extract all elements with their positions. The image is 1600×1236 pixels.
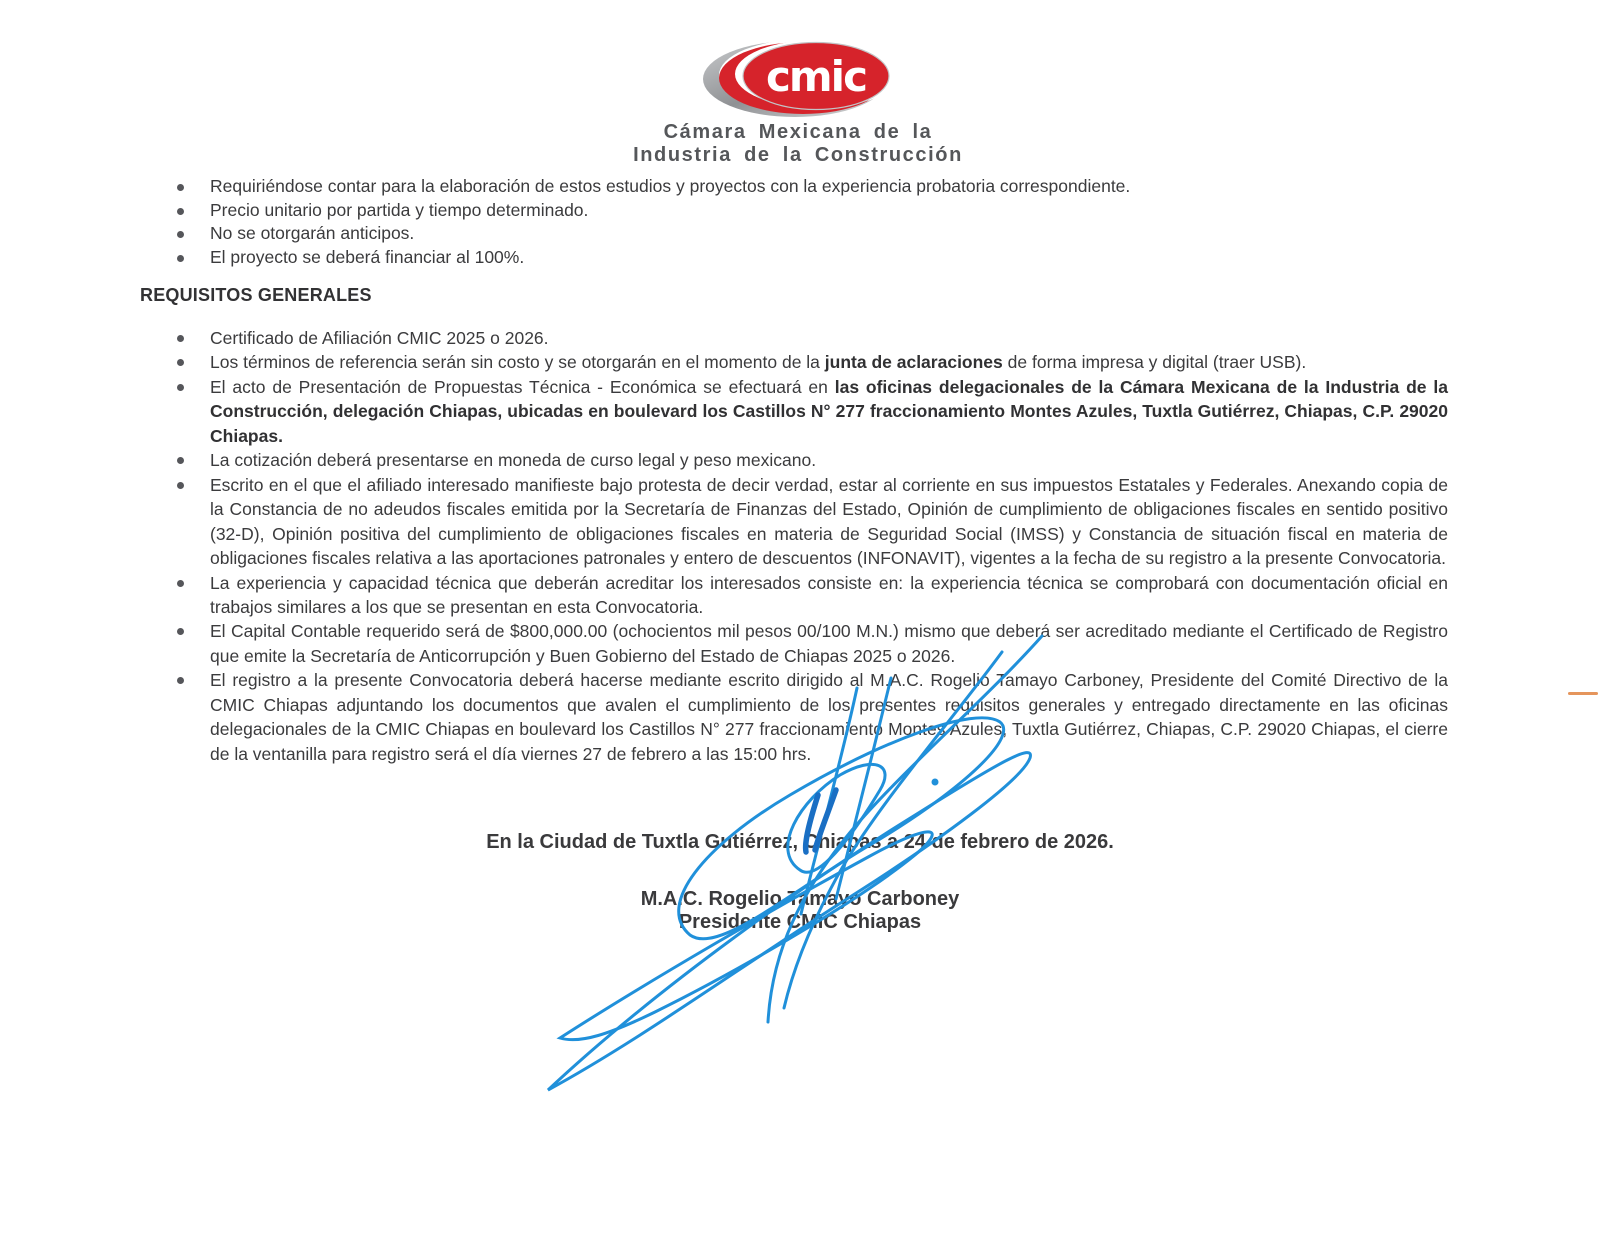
- list-item: [140, 668, 1448, 766]
- cmic-acronym: cmic: [766, 52, 866, 101]
- org-wordmark: [0, 121, 1596, 167]
- bullet-text-bold-run: junta de aclaraciones: [824, 352, 1003, 373]
- bullet-text-run: Requiriéndose contar para la elaboración de estos estudios y proyectos con la experiencia probatoria correspondiente.: [210, 176, 1131, 196]
- bullet-text-run: Los términos de referencia serán sin costo y se otorgarán en el momento de la: [210, 352, 825, 373]
- org-name-line2: Industria de la Construcción: [633, 144, 963, 166]
- bullet-text-run: de forma impresa y digital (traer USB).: [1002, 352, 1307, 373]
- intro-bullet-list: [140, 175, 1448, 269]
- list-item: [140, 326, 1448, 350]
- margin-mark: [1568, 692, 1598, 695]
- signatory-block: [0, 888, 1600, 933]
- list-item: [140, 619, 1448, 668]
- bullet-text-run: El proyecto se deberá financiar al 100%.: [210, 246, 525, 267]
- bullet-text-run: El registro a la presente Convocatoria deberá hacerse mediante escrito dirigido al M.A.C. Rogelio Tamayo Carboney, Presidente del Comité Directivo de la CMIC Chiapas adjuntando los documentos que avalen el cumplimiento de los presentes requisitos generales y entregado directamente en las oficinas delegacionales de la CMIC Chiapas en boulevard los Castillos N° 277 fraccionamiento Montes Azules, Tuxtla Gutiérrez, Chiapas, C.P. 29020 Chiapas, el cierre de la ventanilla para registro será el día viernes 27 de febrero a las 15:00 hrs.: [210, 670, 1448, 764]
- bullet-text-bold-run: las oficinas delegacionales de la Cámara Mexicana de la Industria de la Construcción, delegación Chiapas, ubicadas en boulevard los Castillos N° 277 fraccionamiento Montes Azules, Tuxtla Gutiérrez, Chiapas, C.P. 29020 Chiapas.: [210, 376, 1448, 446]
- list-item: [140, 473, 1448, 571]
- bullet-text-run: No se otorgarán anticipos.: [210, 223, 415, 244]
- list-item: [140, 571, 1448, 620]
- list-item: [140, 350, 1448, 374]
- signatory-title: Presidente CMIC Chiapas: [678, 910, 922, 933]
- list-item: [140, 246, 1448, 270]
- bullet-text-run: Precio unitario por partida y tiempo determinado.: [210, 199, 589, 220]
- list-item: [140, 199, 1448, 223]
- bullet-text-run: La experiencia y capacidad técnica que deberán acreditar los interesados consiste en: la experiencia técnica se comprobará con documentación oficial en trabajos similares a los que se presentan en esta Convocatoria.: [210, 572, 1448, 617]
- requisitos-bullet-list: [140, 326, 1448, 766]
- closing-date-line: En la Ciudad de Tuxtla Gutiérrez, Chiapas a 24 de febrero de 2026.: [486, 831, 1114, 853]
- list-item: [140, 375, 1448, 448]
- list-item: [140, 175, 1448, 199]
- bullet-text-run: Certificado de Afiliación CMIC 2025 o 2026.: [210, 328, 549, 348]
- list-item: [140, 448, 1448, 472]
- section-heading: REQUISITOS GENERALES: [140, 285, 372, 305]
- signatory-name: M.A.C. Rogelio Tamayo Carboney: [640, 888, 960, 910]
- bullet-text-run: Escrito en el que el afiliado interesado manifieste bajo protesta de decir verdad, estar al corriente en sus impuestos Estatales y Federales. Anexando copia de la Constancia de no adeudos fiscales emitida por la Secretaría de Finanzas del Estado, Opinión de cumplimiento de obligaciones fiscales en sentido positivo (32-D), Opinión positiva del cumplimiento de obligaciones fiscales en materia de Seguridad Social (IMSS) y Constancia de situación fiscal en materia de obligaciones fiscales relativa a las aportaciones patronales y entero de descuentos (INFONAVIT), vigentes a la fecha de su registro a la presente Convocatoria.: [210, 474, 1448, 569]
- org-name-line1: Cámara Mexicana de la: [663, 121, 933, 143]
- list-item: [140, 222, 1448, 246]
- bullet-text-run: El Capital Contable requerido será de $800,000.00 (ochocientos mil pesos 00/100 M.N.) mismo que deberá ser acreditado mediante el Certificado de Registro que emite la Secretaría de Anticorrupción y Buen Gobierno del Estado de Chiapas 2025 o 2026.: [210, 621, 1448, 666]
- bullet-text-run: El acto de Presentación de Propuestas Técnica - Económica se efectuará en: [210, 376, 835, 397]
- cmic-logo-icon: [695, 33, 895, 123]
- bullet-text-run: La cotización deberá presentarse en moneda de curso legal y peso mexicano.: [210, 450, 817, 471]
